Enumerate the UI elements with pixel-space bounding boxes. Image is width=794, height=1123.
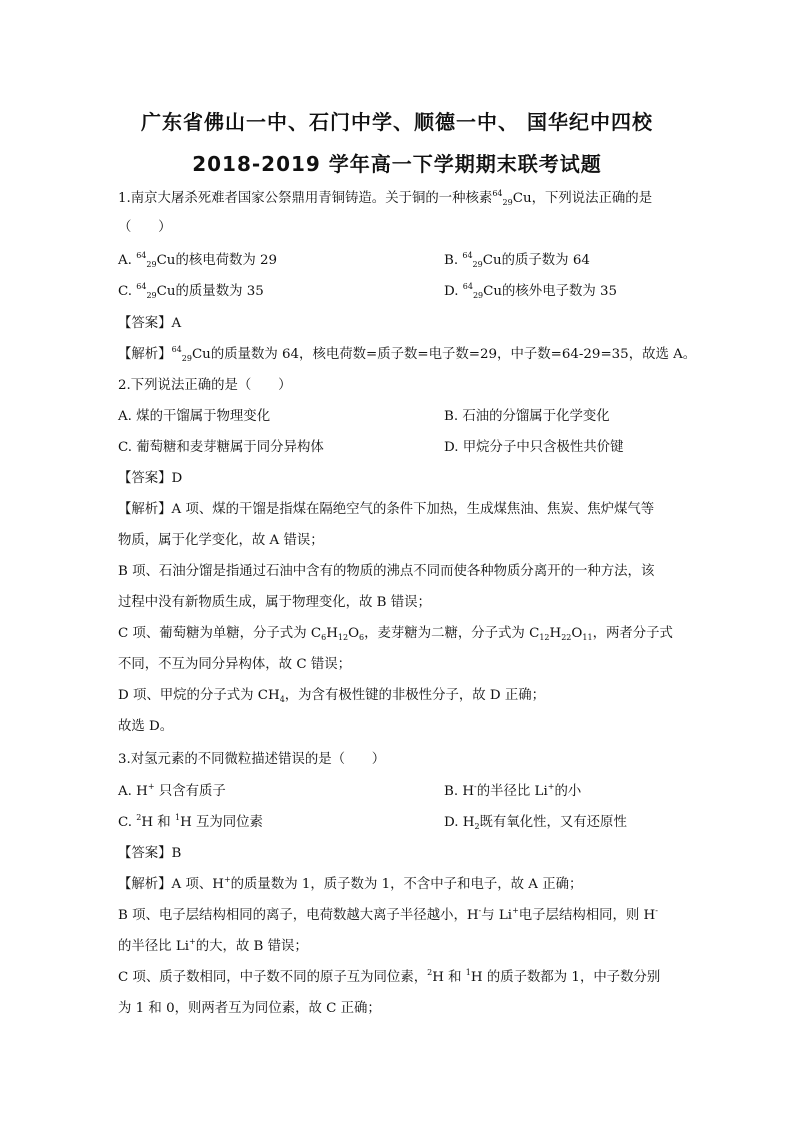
q3-a-sup: +	[147, 782, 155, 791]
q2-c-sub-2: 12	[337, 633, 349, 642]
q3-c-text-1: C.	[118, 815, 137, 830]
q2-analysis-b-line2: 过程中没有新物质生成，属于物理变化，故 B 错误；	[118, 595, 431, 610]
q3-an-b-text-1: B 项、电子层结构相同的离子，电荷数越大离子半径越小，H	[118, 908, 479, 923]
q1-option-a	[118, 249, 277, 269]
q3-an-b2-sup: +	[189, 937, 196, 946]
q1-analysis-text: 的质量数为 64，核电荷数=质子数=电子数=29，中子数=64-29=35，故选 A。	[210, 347, 697, 362]
q3-b-sup-1: -	[474, 782, 477, 791]
q3-analysis-b-line1	[118, 904, 658, 923]
q2-c-text-2: ，麦芽糖为二糖，分子式为 C	[364, 626, 540, 641]
q2-analysis-b-line1: B 项、石油分馏是指通过石油中含有的物质的沸点不同而使各种物质分离开的一种方法，该	[118, 564, 655, 579]
q2-option-d: D. 甲烷分子中只含极性共价键	[444, 440, 624, 455]
q2-analysis-a-line1: 【解析】A 项、煤的干馏是指煤在隔绝空气的条件下加热，生成煤焦油、焦炭、焦炉煤气等	[118, 502, 655, 517]
q1-option-d-label: D.	[444, 284, 463, 299]
q3-an-b-sup-3: -	[655, 906, 658, 915]
q1-option-c-label: C.	[118, 284, 137, 299]
q1-stem-tail: ，下列说法正确的是	[531, 191, 653, 206]
q1-analysis-mass: 64	[171, 345, 182, 354]
q2-c-sub-5: 22	[561, 633, 572, 642]
q1-option-a-text: 的核电荷数为 29	[175, 253, 278, 268]
q2-conclusion: 故选 D。	[118, 719, 174, 734]
q2-analysis-a-line2: 物质，属于化学变化，故 A 错误；	[118, 533, 324, 548]
q3-d-text-1: D. H	[444, 815, 475, 830]
q3-an-a-text-1: 【解析】A 项、H	[118, 877, 224, 892]
q2-c-sub-1: 6	[321, 633, 327, 642]
q2-d-sub: 4	[279, 695, 285, 704]
q1-option-b-label: B.	[444, 253, 463, 268]
q2-d-text-2: ，为含有极性键的非极性分子，故 D 正确；	[284, 688, 546, 703]
q2-c-h-1: H	[326, 626, 338, 641]
q1-option-d	[444, 280, 617, 300]
q1-option-c	[118, 280, 264, 300]
q3-an-a-sup: +	[223, 875, 231, 884]
q1-answer: 【答案】A	[118, 316, 182, 331]
q2-c-sub-6: 11	[582, 633, 593, 642]
q2-c-sub-3: 6	[359, 633, 365, 642]
q1-option-d-text: 的核外电子数为 35	[502, 284, 618, 299]
q3-d-text-2: 既有氧化性，又有还原性	[479, 815, 627, 830]
q3-an-c-text-1: C 项、质子数相同，中子数不同的原子互为同位素，	[118, 970, 428, 985]
q1-option-c-text: 的质量数为 35	[175, 284, 264, 299]
q3-analysis-a	[118, 873, 582, 892]
q2-analysis-c-line2: 不同，不互为同分异构体，故 C 错误；	[118, 657, 352, 672]
q2-analysis-d-line1	[118, 684, 545, 704]
q1-element: Cu	[512, 191, 532, 206]
q3-an-c-text-2: H 和	[432, 970, 466, 985]
q3-c-sup-1: 2	[136, 813, 142, 822]
q1-option-b-text: 的质子数为 64	[501, 253, 590, 268]
q1-atomic-number: 29	[502, 198, 513, 207]
q3-an-b-text-3: 电子层结构相同，则 H	[518, 908, 656, 923]
q2-c-o-1: O	[348, 626, 360, 641]
q3-b-sup-2: +	[547, 782, 555, 791]
q1-option-c-mass: 64	[136, 282, 147, 291]
q1-analysis-z: 29	[181, 354, 192, 363]
q2-c-text-3: ，两者分子式	[592, 626, 673, 641]
q2-c-h-2: H	[549, 626, 562, 641]
q3-an-b2-text-1: 的半径比 Li	[118, 939, 189, 954]
q3-option-d	[444, 811, 627, 831]
q3-an-b2-text-2: 的大，故 B 错误；	[195, 939, 308, 954]
q1-option-a-label: A.	[118, 253, 137, 268]
q1-analysis	[118, 343, 696, 363]
q3-b-text-3: 的小	[554, 784, 582, 799]
q2-c-o-2: O	[571, 626, 583, 641]
q1-option-a-z: 29	[146, 260, 157, 269]
q3-answer: 【答案】B	[118, 846, 182, 861]
q3-c-text-3: H 互为同位素	[180, 815, 263, 830]
q1-option-b-mass: 64	[462, 251, 473, 260]
q3-analysis-c-line1	[118, 966, 660, 985]
q3-an-b-sup-1: -	[478, 906, 482, 915]
q2-stem: 2.下列说法正确的是（ ）	[118, 378, 292, 393]
q3-an-b-sup-2: +	[512, 906, 519, 915]
q3-option-b	[444, 780, 581, 799]
q3-an-c-sup-2: 1	[465, 968, 471, 977]
q1-stem	[118, 187, 652, 207]
q3-c-text-2: H 和	[141, 815, 175, 830]
q1-option-a-mass: 64	[136, 251, 147, 260]
q1-option-a-el: Cu	[156, 253, 176, 268]
q3-d-sub: 2	[474, 822, 480, 831]
q2-c-text-1: C 项、葡萄糖为单糖，分子式为 C	[118, 626, 322, 641]
q1-stem-text: 1.南京大屠杀死难者国家公祭鼎用青铜铸造。关于铜的一种核素	[118, 191, 493, 206]
q1-paren: （ ）	[118, 220, 172, 235]
q1-option-b-z: 29	[472, 260, 483, 269]
q3-option-a	[118, 780, 226, 799]
q2-c-sub-4: 12	[539, 633, 550, 642]
q3-stem: 3.对氢元素的不同微粒描述错误的是（ ）	[118, 752, 386, 767]
q1-option-c-el: Cu	[156, 284, 176, 299]
q3-b-text-2: 的半径比 Li	[476, 784, 548, 799]
q3-analysis-b-line2	[118, 935, 308, 954]
q3-analysis-c-line2: 为 1 和 0，则两者互为同位素，故 C 正确；	[118, 1001, 381, 1016]
q2-analysis-c-line1	[118, 622, 673, 642]
q3-c-sup-2: 1	[174, 813, 181, 822]
q3-an-b-text-2: 与 Li	[481, 908, 513, 923]
document-title-line2: 2018-2019 学年高一下学期期末联考试题	[192, 152, 602, 176]
q3-a-text-1: A. H	[118, 784, 148, 799]
q1-analysis-el: Cu	[191, 347, 211, 362]
document-title-line1: 广东省佛山一中、石门中学、顺德一中、 国华纪中四校	[141, 110, 653, 134]
q3-a-text-2: 只含有质子	[154, 784, 226, 799]
q1-option-d-el: Cu	[483, 284, 503, 299]
q3-an-a-text-2: 的质量数为 1，质子数为 1，不含中子和电子，故 A 正确；	[230, 877, 583, 892]
q1-option-c-z: 29	[146, 291, 157, 300]
q1-option-b-el: Cu	[482, 253, 502, 268]
q1-analysis-label: 【解析】	[118, 347, 172, 362]
q3-option-c	[118, 811, 263, 830]
q1-option-b	[444, 249, 590, 269]
q3-b-text-1: B. H	[444, 784, 475, 799]
q1-option-d-z: 29	[472, 291, 484, 300]
q1-option-d-mass: 64	[462, 282, 473, 291]
q2-option-b: B. 石油的分馏属于化学变化	[444, 409, 610, 424]
q3-an-c-sup-1: 2	[427, 968, 433, 977]
q2-option-c: C. 葡萄糖和麦芽糖属于同分异构体	[118, 440, 324, 455]
q3-an-c-text-3: H 的质子数都为 1，中子数分别	[470, 970, 661, 985]
q2-d-text-1: D 项、甲烷的分子式为 CH	[118, 688, 280, 703]
q2-answer: 【答案】D	[118, 471, 183, 486]
q1-mass-number: 64	[492, 189, 503, 198]
q2-option-a: A. 煤的干馏属于物理变化	[118, 409, 271, 424]
